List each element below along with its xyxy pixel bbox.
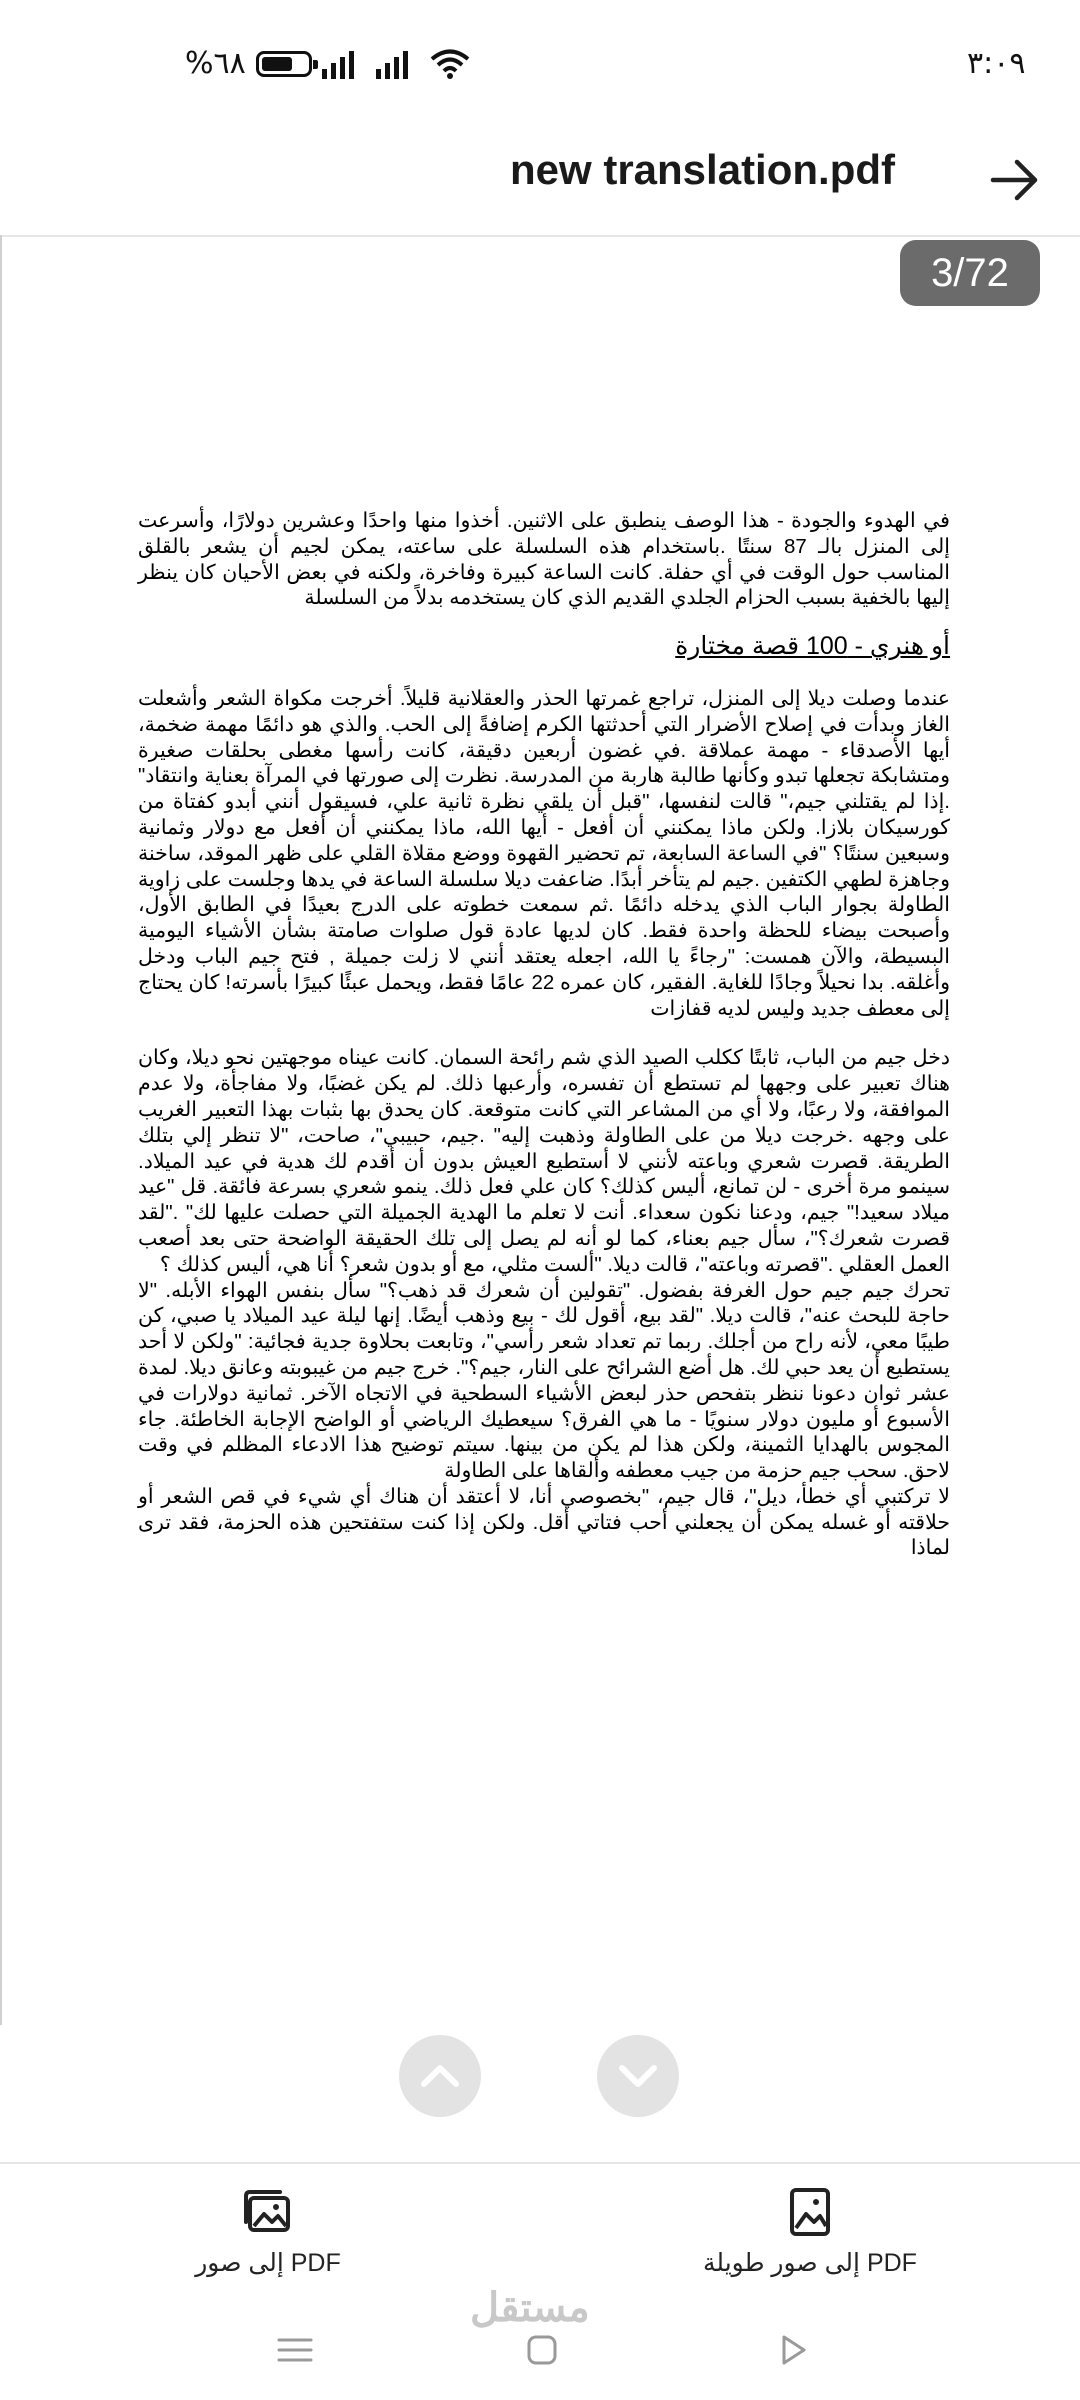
arrow-right-icon[interactable] bbox=[985, 150, 1045, 210]
menu-icon[interactable] bbox=[265, 2320, 325, 2380]
paragraph: في الهدوء والجودة - هذا الوصف ينطبق على الاثنين. أخذوا منها واحدًا وعشرين دولارًا، وأسرعت إلى المنزل بالـ 87 سنتًا .باستخدام هذه السلسلة على ساعته، يمكن لجيم أن يشعر بالقلق المناسب حول الوقت في أي حفلة. كانت الساعة كبيرة وفاخرة، ولكنه في بعض الأحيان كان ينظر إليها بالخفية بسبب الحزام الجلدي القديم الذي كان يستخدمه بدلاً من السلسلة bbox=[138, 509, 950, 610]
convert-to-long-image-button[interactable] bbox=[660, 2184, 960, 2278]
convert-to-images-button[interactable] bbox=[118, 2184, 418, 2278]
status-icons bbox=[185, 46, 470, 81]
pdf-page-content bbox=[138, 508, 950, 1561]
battery-percent: %٦٨ bbox=[185, 46, 246, 81]
images-icon bbox=[240, 2184, 296, 2240]
section-heading: أو هنري - 100 قصة مختارة bbox=[675, 632, 950, 661]
back-icon[interactable] bbox=[762, 2320, 822, 2380]
document-title: new translation.pdf bbox=[509, 146, 895, 193]
page-indicator: 3/72 bbox=[900, 240, 1040, 306]
paragraph: لا تركتبي أي خطأ، ديل"، قال جيم، "بخصوصي أنا، لا أعتقد أن هناك أي شيء في قص الشعر أو حلاقته أو غسله يمكن أن يجعلني أحب فتاتي أقل. ولكن إذا كنت ستفتحين هذه الحزمة، فقد ترى لماذا bbox=[138, 1484, 950, 1560]
status-time: ٣:٠٩ bbox=[967, 46, 1026, 81]
long-image-icon bbox=[782, 2184, 838, 2240]
next-page-button[interactable] bbox=[597, 2035, 679, 2117]
watermark-logo: مستقل bbox=[470, 2286, 590, 2330]
paragraph-gap bbox=[138, 1021, 950, 1045]
paragraph: دخل جيم من الباب، ثابتًا ككلب الصيد الذي شم رائحة السمان. كانت عيناه موجهتين نحو ديلا، وكان هناك تعبير على وجهها لم تستطع أن تفسره، وأرعبها ذلك. لم يكن غضبًا، ولا مفاجأة، ولا عدم الموافقة، ولا رعبًا، ولا أي من المشاعر التي كانت متوقعة. كان يحدق بها بثبات بهذا التعبير الغريب على وجهه .خرجت ديلا من على الطاولة وذهبت إليه" .جيم، حبيبي"، صاحت، "لا تنظر إلي بتلك الطريقة. قصرت شعري وباعته لأنني لا أستطيع العيش بدون أن أقدم لك هدية في عيد الميلاد. سينمو مرة أخرى - لن تمانع، أليس كذلك؟ كان علي فعل ذلك. ينمو شعري بسرعة فائقة. قل "عيد ميلاد سعيد!" جيم، ودعنا نكون سعداء. أنت لا تعلم ما الهدية الجميلة التي حصلت عليها لك" ."لقد قصرت شعرك؟"، سأل جيم بعناء، كما لو أنه لم يصل إلى تلك الحقيقة الواضحة حتى بعد أصعب العمل العقلي ."قصرته وباعته"، قالت ديلا. "ألست مثلي، مع أو بدون شعر؟ أنا هي، أليس كذلك ؟ bbox=[138, 1046, 950, 1276]
previous-page-button[interactable] bbox=[399, 2035, 481, 2117]
paragraph: تحرك جيم جيم حول الغرفة بفضول. "تقولين أن شعرك قد ذهب؟" سأل بنفس الهواء الأبله. "لا حاجة للبحث عنه"، قالت ديلا. "لقد بيع، أقول لك - بيع وذهب أيضًا. إنها ليلة عيد الميلاد يا صبي، كن طيبًا معي، لأنه راح من أجلك. ربما تم تعداد شعر رأسي"، وتابعت بحلاوة جدية فجائية: "ولكن لا أحد يستطيع أن يعد حبي لك. هل أضع الشرائح على النار، جيم؟". خرج جيم من غيبوبته وعانق ديلا. لمدة عشر ثوان دعونا ننظر بتفحص حذر لبعض الأشياء السطحية في الاتجاه الآخر. ثمانية دولارات في الأسبوع أو مليون دولار سنويًا - ما هي الفرق؟ سيعطيك الرياضي أو الواضح الإجابة الخاطئة. جاء المجوس بالهدايا الثمينة، ولكن هذا لم يكن من بينها. سيتم توضيح هذا الادعاء المظلم في وقت لاحق. سحب جيم حزمة من جيب معطفه وألقاها على الطاولة bbox=[138, 1278, 950, 1483]
bottom-action-bar bbox=[0, 2162, 1080, 2299]
convert-to-long-image-label: إلى صور طويلة PDF bbox=[703, 2249, 917, 2277]
chevron-up-icon bbox=[399, 2035, 481, 2117]
chevron-down-icon bbox=[597, 2035, 679, 2117]
wifi-icon bbox=[430, 48, 470, 80]
convert-to-images-label: إلى صور PDF bbox=[195, 2249, 341, 2277]
battery-icon bbox=[256, 51, 312, 77]
signal-icon bbox=[322, 49, 366, 79]
app-header bbox=[0, 130, 1080, 237]
battery-fill bbox=[262, 57, 292, 71]
signal-icon-2 bbox=[376, 49, 420, 79]
status-bar bbox=[0, 0, 1080, 130]
page-edge bbox=[0, 235, 2, 2025]
paragraph: عندما وصلت ديلا إلى المنزل، تراجع غمرتها الحذر والعقلانية قليلاً. أخرجت مكواة الشعر وأشعلت الغاز وبدأت في إصلاح الأضرار التي أحدثتها الكرم إضافةً إلى الحب. والذي هو دائمًا مهمة ضخمة، أيها الأصدقاء - مهمة عملاقة .في غضون أربعين دقيقة، كانت رأسها مغطى بحلقات صغيرة ومتشابكة تجعلها تبدو وكأنها طالبة هاربة من المدرسة. نظرت إلى صورتها في المرآة بعناية وانتقاد" .إذا لم يقتلني جيم،" قالت لنفسها، "قبل أن يلقي نظرة ثانية علي، فسيقول أنني أبدو كفتاة من كورسيكان بلازا. ولكن ماذا يمكنني أن أفعل - أيها الله، ماذا يمكنني أن أفعل مع دولار وثمانية وسبعين سنتًا؟ "في الساعة السابعة، تم تحضير القهوة ووضع مقلاة القلي على ظهر الموقد، ساخنة وجاهزة لطهي الكتفين .جيم لم يتأخر أبدًا. ضاعفت ديلا سلسلة الساعة في يدها وجلست على زاوية الطاولة بجوار الباب الذي يدخله دائمًا .ثم سمعت خطوته على الدرج بعيدًا في الطابق الأول، وأصبحت بيضاء للحظة واحدة فقط. كان لديها عادة قول صلوات صامتة بشأن الأشياء اليومية البسيطة، والآن همست: "رجاءً يا الله، اجعله يعتقد أنني لا زلت جميلة , فتح جيم الباب ودخل وأغلقه. بدا نحيلاً وجادًا للغاية. الفقير، كان عمره 22 عامًا فقط، ويحمل عبئًا كبيرًا بأسرته! كان يحتاج إلى معطف جديد وليس لديه قفازات bbox=[138, 686, 950, 1020]
